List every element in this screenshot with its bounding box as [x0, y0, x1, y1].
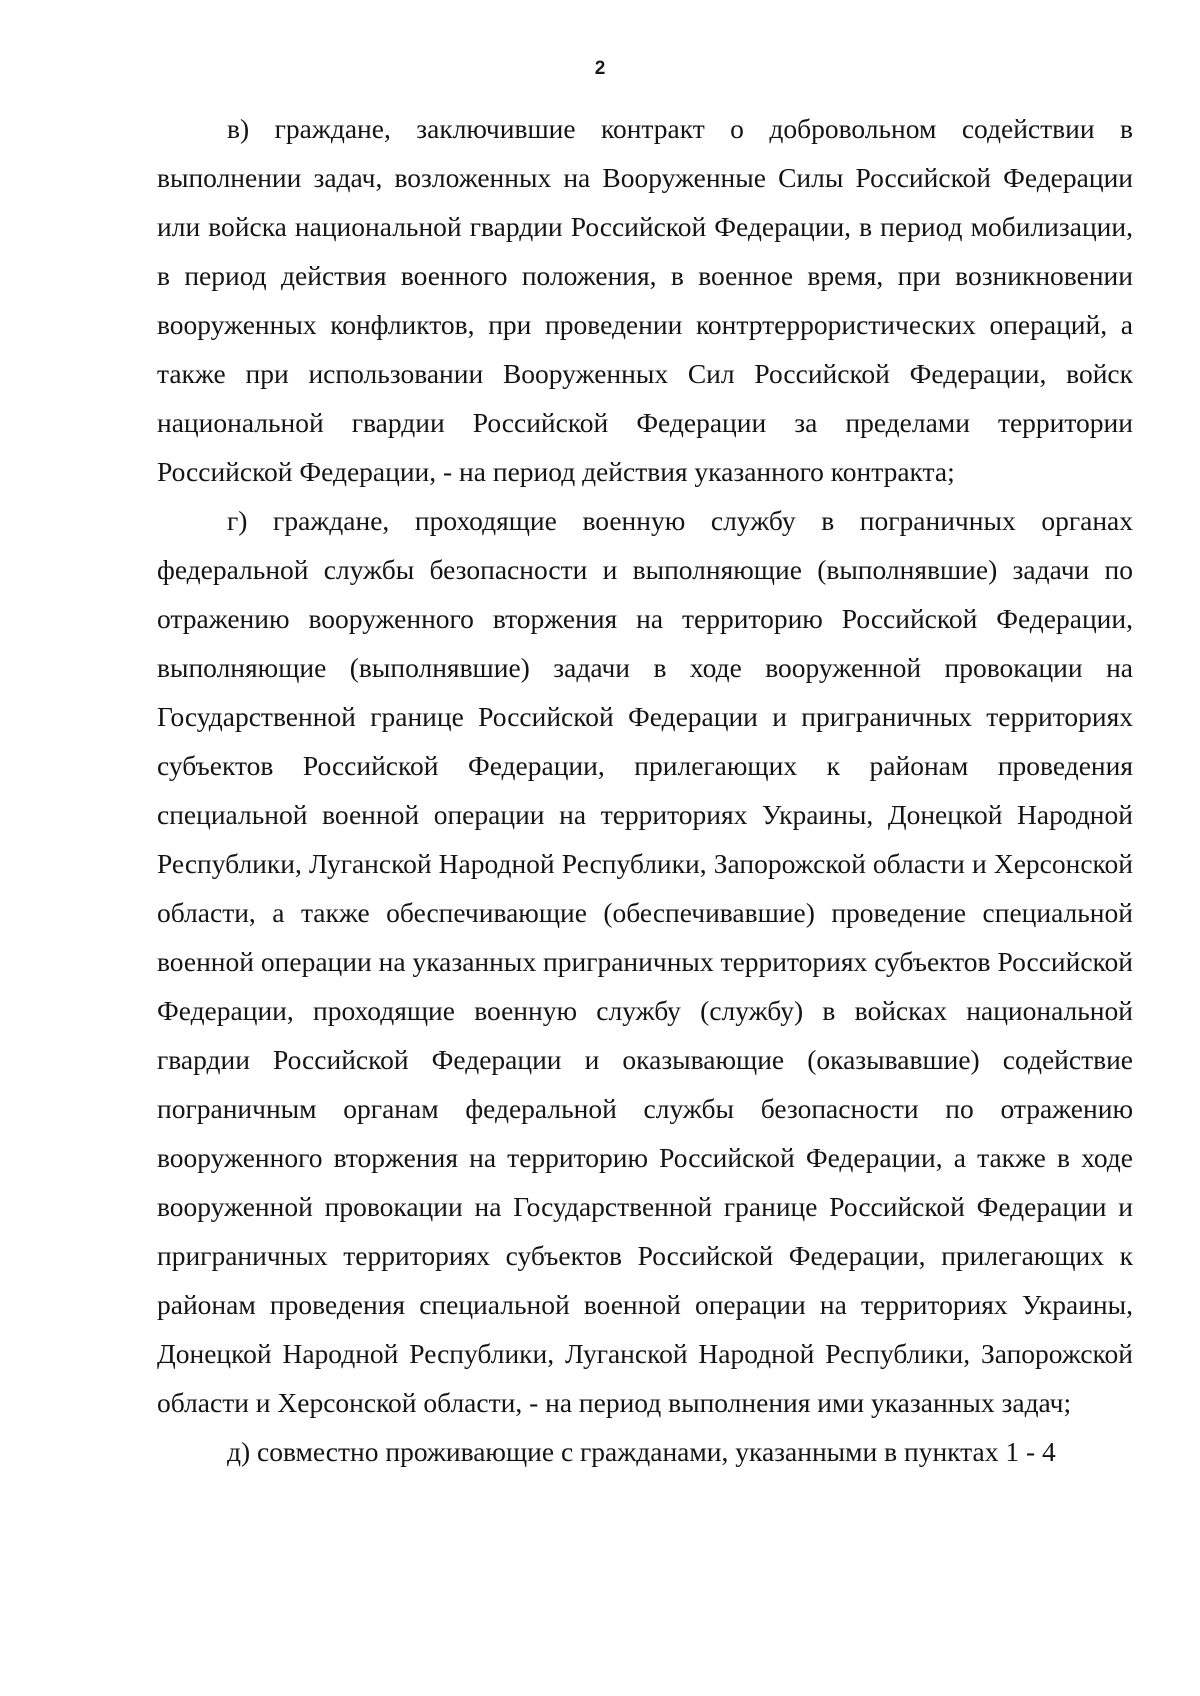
- paragraph-d: д) совместно проживающие с гражданами, указанными в пунктах 1 - 4: [227, 1436, 1056, 1467]
- page-number: 2: [594, 58, 606, 79]
- paragraph-v: в) граждане, заключившие контракт о добровольном содействии в выполнении задач, возложенных на Вооруженные Силы Российской Федерации или войска национальной гвардии Российской Федерации, в период мобилизации, в период действия военного положения, в военное время, при возникновении вооруженных конфликтов, при проведении контртеррористических операций, а также при использовании Вооруженных Сил Российской Федерации, войск национальной гвардии Российской Федерации за пределами территории Российской Федерации, - на период действия указанного контракта;: [157, 113, 1133, 487]
- paragraph-g: г) граждане, проходящие военную службу в пограничных органах федеральной службы безопасности и выполняющие (выполнявшие) задачи по отражению вооруженного вторжения на территорию Российской Федерации, выполняющие (выполнявшие) задачи в ходе вооруженной провокации на Государственной границе Российской Федерации и приграничных территориях субъектов Российской Федерации, прилегающих к районам проведения специальной военной операции на территориях Украины, Донецкой Народной Республики, Луганской Народной Республики, Запорожской области и Херсонской области, а также обеспечивающие (обеспечивавшие) проведение специальной военной операции на указанных приграничных территориях субъектов Российской Федерации, проходящие военную службу (службу) в войсках национальной гвардии Российской Федерации и оказывающие (оказывавшие) содействие пограничным органам федеральной службы безопасности по отражению вооруженного вторжения на территорию Российской Федерации, а также в ходе вооруженной провокации на Государственной границе Российской Федерации и приграничных территориях субъектов Российской Федерации, прилегающих к районам проведения специальной военной операции на территориях Украины, Донецкой Народной Республики, Луганской Народной Республики, Запорожской области и Херсонской области, - на период выполнения ими указанных задач;: [157, 505, 1133, 1418]
- document-body: [157, 104, 1133, 1476]
